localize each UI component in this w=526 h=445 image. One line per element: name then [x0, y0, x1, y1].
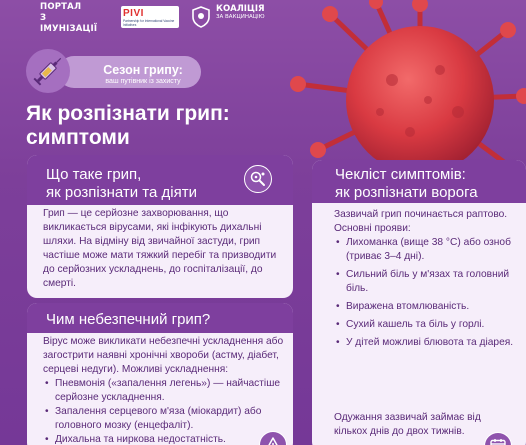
coalition-logo[interactable]	[216, 4, 272, 21]
page-title	[26, 102, 296, 150]
card-flu-danger-header	[27, 303, 293, 333]
card-what-is-flu-title-line2: як розпізнати та діяти	[46, 184, 197, 201]
card-symptom-checklist-intro: Зазвичай грип починається раптово. Основні прояви:	[334, 209, 508, 234]
season-title: Сезон грипу:	[103, 63, 183, 77]
list-item: • Пневмонія («запалення легень») — найчастіше серйозне ускладнення.	[43, 377, 291, 405]
list-item: • Запалення серцевого м'яза (міокардит) або головного мозку (енцефаліт).	[43, 405, 291, 433]
card-what-is-flu-title	[46, 166, 246, 202]
symptoms-list	[334, 236, 524, 350]
season-subtitle: ваш путівник із захисту	[105, 78, 181, 85]
card-symptom-checklist	[312, 160, 526, 445]
calendar-badge	[484, 432, 512, 445]
pivi-logo-text: PIVI	[123, 8, 144, 19]
card-what-is-flu-body: Грип — це серйозне захворювання, що викликається вірусами, які інфікують дихальні шляхи. На відміну від звичайної застуди, грип частіше може мати тяжкий перебіг та призводити до серйозних ускладнень, до госпіталізації, до смерті.	[43, 208, 277, 289]
microscope-icon	[249, 170, 267, 188]
card-flu-danger-body	[43, 335, 291, 445]
card-what-is-flu-header	[27, 155, 293, 205]
card-symptom-checklist-title-line1: Чекліст симптомів:	[335, 166, 466, 183]
recovery-note: Одужання зазвичай займає від кількох днів до двох тижнів.	[334, 412, 481, 437]
pivi-logo[interactable]	[121, 6, 179, 28]
card-symptom-checklist-title-line2: як розпізнати ворога	[335, 184, 478, 201]
complications-list	[43, 377, 291, 445]
card-flu-danger	[27, 303, 293, 445]
card-flu-danger-title: Чим небезпечний грип?	[46, 311, 211, 328]
warning-icon	[264, 436, 282, 445]
header-logos	[0, 0, 526, 38]
pivi-tagline: Partnership for International Vaccine Initiatives	[123, 19, 175, 27]
calendar-icon	[489, 437, 507, 445]
portal-logo-line1: ПОРТАЛ	[40, 2, 82, 12]
page-title-line2: симптоми	[26, 126, 130, 149]
portal-logo[interactable]	[40, 2, 100, 35]
card-flu-danger-intro: Вірус може викликати небезпечні ускладнення або загострити наявні хронічні хвороби (астму, діабет, серцеві недуги). Можливі ускладнення:	[43, 336, 284, 375]
microscope-badge	[244, 165, 272, 193]
syringe-icon	[26, 49, 70, 93]
card-what-is-flu	[27, 155, 293, 298]
shield-icon	[192, 6, 210, 28]
card-symptom-checklist-body	[334, 208, 524, 354]
list-item: • Лихоманка (вище 38 °С) або озноб (триває 3–4 дні).	[334, 236, 524, 264]
coalition-logo-line2: ЗА ВАКЦИНАЦІЮ	[216, 14, 265, 20]
list-item: • Сильний біль у м'язах та головний біль.	[334, 268, 524, 296]
coalition-logo-line1: КОАЛІЦІЯ	[216, 4, 265, 14]
card-symptom-checklist-title	[335, 166, 525, 202]
list-item: • У дітей можливі блювота та діарея.	[334, 336, 524, 350]
card-symptom-checklist-header	[312, 160, 526, 203]
syringe-badge	[26, 49, 70, 93]
list-item: • Сухий кашель та біль у горлі.	[334, 318, 524, 332]
list-item: • Виражена втомлюваність.	[334, 300, 524, 314]
list-item: • Дихальна та ниркова недостатність.	[43, 433, 291, 445]
card-what-is-flu-title-line1: Що таке грип,	[46, 166, 142, 183]
page-title-line1: Як розпізнати грип:	[26, 102, 230, 125]
portal-logo-line2: З ІМУНІЗАЦІЇ	[40, 13, 98, 34]
